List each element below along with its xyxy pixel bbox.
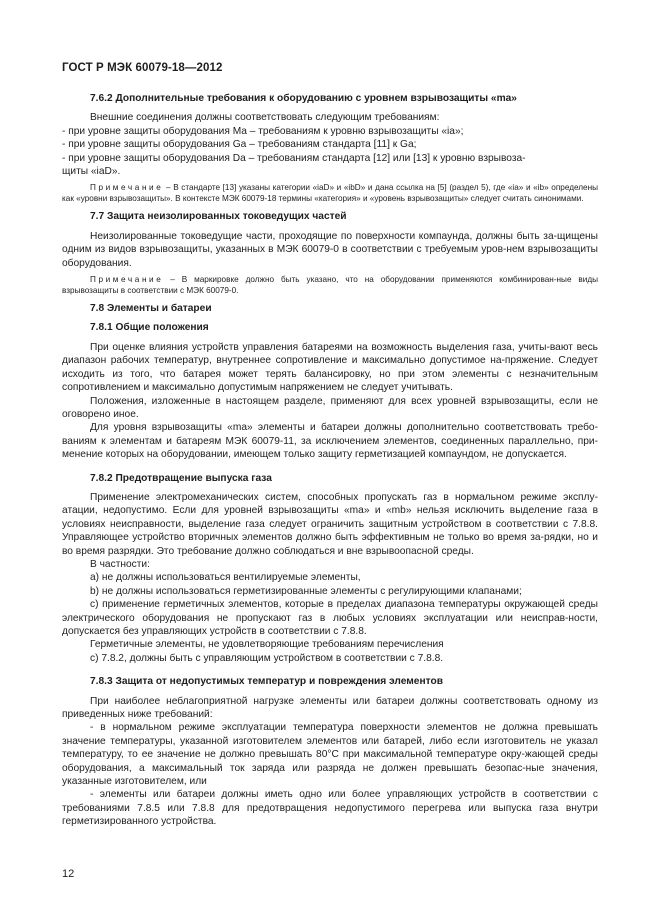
paragraph: Применение электромеханических систем, способных пропускать газ в нормальном режиме эксплу-атации, недопустимо. Если для уровней взрывозащиты «ma» и «mb» нельзя исключить выделение газа в условиях неисправности, выделение газа следует ограничить защитным устройством в соответствии с 7.8.8. Управляющее устройство вторичных элементов должно быть эффективным не только во время за-рядки, но и во время разрядки. Это требование должно соблюдаться и вне взрывоопасной среды. — [62, 491, 598, 557]
list-item: щиты «iaD». — [62, 166, 121, 178]
list-item: - при уровне защиты оборудования Da – требованиям стандарта [12] или [13] к уровню взрывоза- — [62, 152, 526, 164]
paragraph: При наиболее неблагоприятной нагрузке элементы или батареи должны соответствовать одному из приведенных ниже требований: — [62, 695, 598, 721]
section-heading-7-8-2: 7.8.2 Предотвращение выпуска газа — [90, 472, 272, 484]
note-label: Примечание — [90, 275, 164, 285]
paragraph: Для уровня взрывозащиты «ma» элементы и батареи должны дополнительно соответствовать требо-ваниям к элементам и батареям МЭК 60079-11, за исключением элементов, соединенных параллельно, при-менение которых на оборудовании, имеющем только защиту герметизацией компаундом, не допускается. — [62, 422, 598, 461]
paragraph: Внешние соединения должны соответствовать следующим требованиям: — [90, 112, 440, 124]
note-text: – В стандарте [13] указаны категории «iaD» и «ibD» и дана ссылка на [5] (раздел 5), где «ia» и «ib» определены как «уровни взрывозащиты». В контексте МЭК 60079-18 термины «категория» и «уровень взрывозащиты» следует считать синонимами. — [62, 183, 598, 204]
note-label: Примечание — [90, 183, 164, 193]
paragraph: При оценке влияния устройств управления батареями на возможность выделения газа, учиты-вают весь диапазон рабочих температур, внутреннее сопротивление и максимально допустимое на-пряжение. Следует исходить из того, что батарея может терять балансировку, но при этом элементы с незначительным сопротивлением и максимально допустимым напряжением не следует учитывать. — [62, 341, 598, 394]
note-text: – В маркировке должно быть указано, что на оборудовании применяются комбинирован-ные виды взрывозащиты в соответствии с МЭК 60079-0. — [62, 275, 598, 296]
section-heading-7-8-3: 7.8.3 Защита от недопустимых температур и повреждения элементов — [90, 676, 443, 688]
page-number: 12 — [62, 868, 75, 880]
paragraph: В частности: — [90, 558, 150, 570]
list-item: b) не должны использоваться герметизированные элементы с регулирующими клапанами; — [90, 585, 522, 597]
section-heading-7-7: 7.7 Защита неизолированных токоведущих частей — [90, 211, 347, 223]
paragraph: Герметичные элементы, не удовлетворяющие требованиям перечисления — [90, 639, 444, 651]
section-heading-7-8-1: 7.8.1 Общие положения — [90, 322, 209, 334]
paragraph: c) 7.8.2, должны быть с управляющим устройством в соответствии с 7.8.8. — [90, 652, 444, 664]
page-content — [62, 92, 598, 829]
note — [62, 182, 598, 204]
note — [62, 274, 598, 296]
list-item: c) применение герметичных элементов, которые в пределах диапазона температуры окружающей среды электрического оборудования не пропускают газ в любых условиях эксплуатации или неисправ-ности, допускается без управляющих устройств в соответствии с 7.8.8. — [62, 599, 598, 637]
list-item: - при уровне защиты оборудования Ga – требованиям стандарта [11] к Ga; — [62, 139, 417, 151]
paragraph: - элементы или батареи должны иметь одно или более управляющих устройств в соответствии с требованиями 7.8.5 или 7.8.8 для предотвращения недопустимого перегрева или выпуска газа внутри герметизированного устройства. — [62, 789, 598, 828]
page-header: ГОСТ Р МЭК 60079-18—2012 — [62, 62, 223, 74]
list-item: - при уровне защиты оборудования Ma – требованиям к уровню взрывозащиты «ia»; — [62, 125, 464, 137]
paragraph: Неизолированные токоведущие части, проходящие по поверхности компаунда, должны быть за-щищены одним из видов взрывозащиты, указанных в МЭК 60079-0 в соответствии с требуемым уров-нем взрывозащиты оборудования. — [62, 230, 598, 269]
list-item: a) не должны использоваться вентилируемые элементы, — [90, 572, 361, 584]
section-heading-7-6-2: 7.6.2 Дополнительные требования к оборудованию с уровнем взрывозащиты «ma» — [90, 93, 517, 104]
paragraph: Положения, изложенные в настоящем разделе, применяют для всех уровней взрывозащиты, если не оговорено иное. — [62, 395, 598, 420]
paragraph: - в нормальном режиме эксплуатации температура поверхности элементов не должна превышать значение температуры, указанной изготовителем элементов или батарей, либо если изготовитель не указал температуру, то ее значение не должно превышать 80°С при максимальной температуре окру-жающей среды оборудования, а максимальный ток заряда или разряда не должен превышать безопас-ные значения, указанные изготовителем, или — [62, 722, 598, 788]
section-heading-7-8: 7.8 Элементы и батареи — [90, 303, 212, 315]
